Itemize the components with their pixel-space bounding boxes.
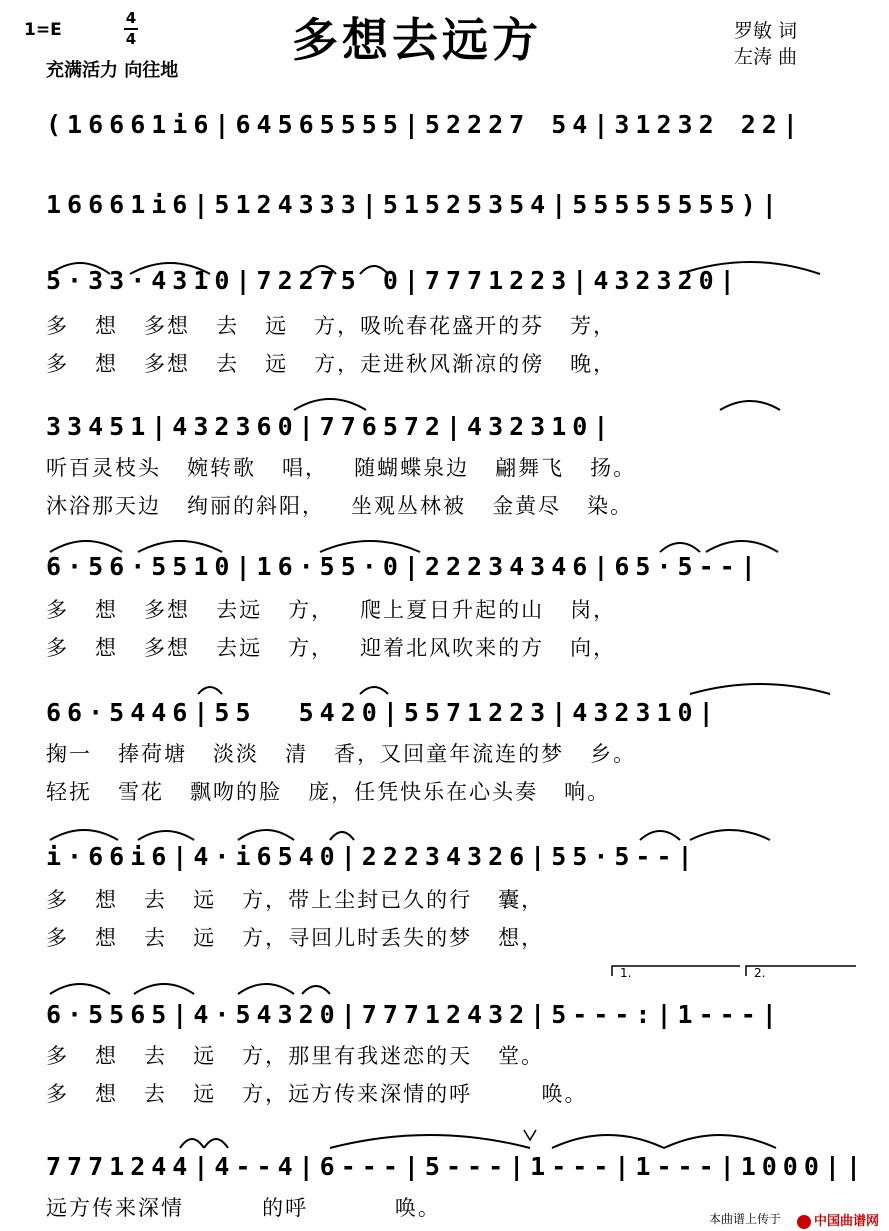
score-system-3 [30,252,860,382]
lyricist-credit: 罗敏 词 [734,20,798,42]
expression-marking: 充满活力 向往地 [46,60,179,81]
time-signature [124,10,138,48]
site-logo-icon [797,1215,811,1229]
lyric-verse-1: 多 想 多想 去 远 方，吸吮春花盛开的芬 芳， [46,314,617,338]
upload-note: 本曲谱上传于 [708,1212,781,1226]
slur-marks [30,962,860,1002]
lyric-verse-1: 掬一 捧荷塘 淡淡 清 香，又回童年流连的梦 乡。 [46,742,637,766]
score-system-6 [30,676,860,806]
time-signature-top: 4 [125,9,137,27]
score-system-8 [30,962,860,1112]
notation-line: i·66i6|4·i6540|22234326|55·5--| [46,842,699,871]
lyric-verse-2: 多 想 去 远 方，远方传来深情的呼 唤。 [46,1082,588,1106]
score-system-2 [30,176,860,236]
key-signature: 1=E [24,20,62,40]
notation-line: (16661i6|64565555|52227 54|31232 22| [46,110,804,139]
lyric-verse-2: 多 想 多想 去远 方， 迎着北风吹来的方 向， [46,636,617,660]
lyric-verse-1: 远方传来深情 的呼 唤。 [46,1196,441,1220]
site-logo-text: 中国曲谱网 [813,1214,879,1229]
notation-line: 7771244|4--4|6---|5---|1---|1---|1000|| [46,1152,867,1181]
notation-line: 5·33·4310|72275 0|7771223|432320| [46,266,741,295]
site-logo[interactable] [797,1210,879,1229]
notation-line: 16661i6|5124333|51525354|55555555)| [46,190,783,219]
lyric-verse-1: 多 想 去 远 方，带上尘封已久的行 囊， [46,888,545,912]
song-title: 多想去远方 [292,13,542,67]
lyric-verse-1: 听百灵枝头 婉转歌 唱， 随蝴蝶泉边 翩舞飞 扬。 [46,456,637,480]
score-system-5 [30,528,860,658]
notation-line: 6·5565|4·54320|77712432|5---:|1---| [46,1000,783,1029]
volta-second-ending: 2. [754,966,766,980]
lyric-verse-2: 沐浴那天边 绚丽的斜阳， 坐观丛林被 金黄尽 染。 [46,494,634,518]
notation-line: 6·56·5510|16·55·0|22234346|65·5--| [46,552,762,581]
score-system-1 [30,96,860,156]
time-signature-bottom: 4 [125,30,137,48]
lyric-verse-1: 多 想 去 远 方，那里有我迷恋的天 堂。 [46,1044,545,1068]
score-system-4 [30,388,860,518]
lyric-verse-2: 多 想 去 远 方，寻回儿时丢失的梦 想， [46,926,545,950]
notation-line: 66·5446|55 5420|5571223|432310| [46,698,720,727]
score-system-7 [30,818,860,948]
composer-credit: 左涛 曲 [734,46,798,68]
lyric-verse-2: 多 想 多想 去 远 方，走进秋风渐凉的傍 晚， [46,352,617,376]
lyric-verse-2: 轻抚 雪花 飘吻的脸 庞，任凭快乐在心头奏 响。 [46,780,611,804]
volta-first-ending: 1. [620,966,632,980]
notation-line: 33451|432360|776572|432310| [46,412,615,441]
lyric-verse-1: 多 想 多想 去远 方， 爬上夏日升起的山 岗， [46,598,617,622]
